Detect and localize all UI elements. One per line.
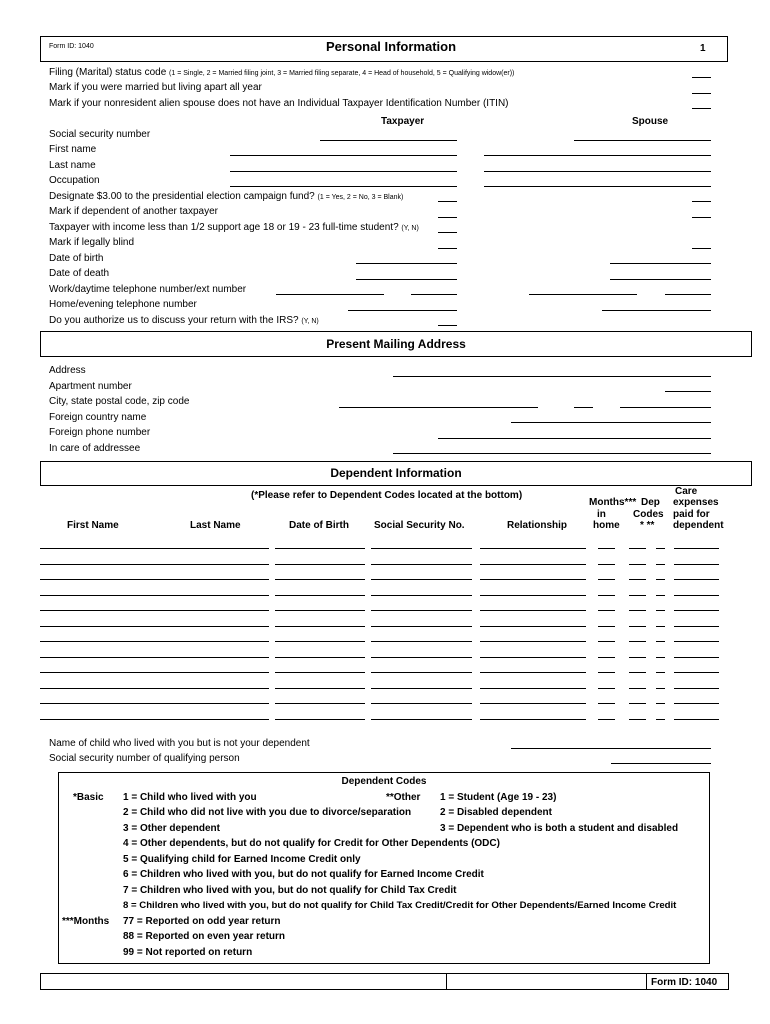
col-months-2: in [597,509,606,520]
dependent-ssn-field[interactable] [371,548,472,549]
dependent-ssn-field[interactable] [371,657,472,658]
dependent-first-name-field[interactable] [40,657,269,658]
dependent-care-expenses-field[interactable] [674,688,719,689]
taxpayer-blind-field[interactable] [438,248,457,249]
dependent-other-code-field[interactable] [656,641,665,642]
work-phone-label: Work/daytime telephone number/ext number [49,284,247,295]
dependent-dep-code-field[interactable] [629,548,646,549]
dependent-care-expenses-field[interactable] [674,641,719,642]
dependent-dep-code-field[interactable] [629,564,646,565]
dependent-last-name-field[interactable] [275,595,365,596]
dependent-dep-code-field[interactable] [629,595,646,596]
foreign-phone-label: Foreign phone number [49,427,151,438]
footer-divider-2 [646,973,647,990]
dependent-dep-code-field[interactable] [629,688,646,689]
col-dep-3: * ** [640,520,655,531]
dependent-care-expenses-field[interactable] [674,564,719,565]
footer-form-id: Form ID: 1040 [651,977,718,988]
taxpayer-home-phone-field[interactable] [348,310,457,311]
dependent-other-code-field[interactable] [656,548,665,549]
col-care-2: expenses [673,497,719,508]
codes-basic-4: 4 = Other dependents, but do not qualify for Credit for Other Dependents (ODC) [123,838,500,849]
dependent-care-expenses-field[interactable] [674,626,719,627]
dependent-first-name-field[interactable] [40,595,269,596]
taxpayer-work-phone-field[interactable] [276,294,384,295]
dependent-last-name-field[interactable] [275,657,365,658]
dependent-ssn-field[interactable] [371,579,472,580]
ssn-label: Social security number [49,129,151,140]
dependent-care-expenses-field[interactable] [674,703,719,704]
dependent-other-code-field[interactable] [656,579,665,580]
footer-box [40,973,729,990]
codes-other-1: 1 = Student (Age 19 - 23) [440,792,557,803]
page-title: Personal Information [326,39,457,54]
dependent-last-name-field[interactable] [275,641,365,642]
dependent-last-name-field[interactable] [275,579,365,580]
col-dep-1: Dep [641,497,660,508]
spouse-dod-field[interactable] [610,279,711,280]
dependent-relationship-field[interactable] [480,548,586,549]
qualifying-ssn-field[interactable] [611,763,711,764]
student-income-field[interactable] [438,232,457,233]
date-of-death-label: Date of death [49,268,110,279]
col-months-1: Months*** [589,497,637,508]
dependent-care-expenses-field[interactable] [674,610,719,611]
dependent-other-code-field[interactable] [656,595,665,596]
dependent-first-name-field[interactable] [40,672,269,673]
dependent-other-code-field[interactable] [656,657,665,658]
codes-months-88: 88 = Reported on even year return [123,931,286,942]
taxpayer-first-name-field[interactable] [230,155,457,156]
col-spouse: Spouse [632,116,669,127]
codes-other-label: **Other [386,792,421,803]
dependent-relationship-field[interactable] [480,595,586,596]
dependent-relationship-field[interactable] [480,719,586,720]
taxpayer-last-name-field[interactable] [230,171,457,172]
taxpayer-occupation-field[interactable] [230,186,457,187]
home-phone-label: Home/evening telephone number [49,299,197,310]
dependent-of-another-label: Mark if dependent of another taxpayer [49,206,218,217]
col-care-3: paid for [673,509,710,520]
dependent-other-code-field[interactable] [656,719,665,720]
qualifying-ssn-label: Social security number of qualifying person [49,753,240,764]
in-care-of-field[interactable] [393,453,711,454]
dependent-months-field[interactable] [598,657,615,658]
dependent-months-field[interactable] [598,595,615,596]
dependent-relationship-field[interactable] [480,610,586,611]
dependent-first-name-field[interactable] [40,641,269,642]
nonresident-spouse-label: Mark if your nonresident alien spouse does not have an Individual Taxpayer Identification Number (ITIN) [49,98,509,109]
codes-months-77: 77 = Reported on odd year return [123,916,281,927]
dependent-care-expenses-field[interactable] [674,579,719,580]
col-dob: Date of Birth [289,520,349,531]
dependent-months-field[interactable] [598,672,615,673]
dependent-ssn-field[interactable] [371,595,472,596]
dependent-relationship-field[interactable] [480,564,586,565]
dependent-last-name-field[interactable] [275,626,365,627]
col-care-4: dependent [673,520,724,531]
dependent-care-expenses-field[interactable] [674,548,719,549]
discuss-irs-hint: (Y, N) [301,318,319,325]
dependent-months-field[interactable] [598,719,615,720]
dependent-dep-code-field[interactable] [629,610,646,611]
col-ssn: Social Security No. [374,520,465,531]
filing-status-field[interactable] [692,77,711,78]
dependent-dep-code-field[interactable] [629,672,646,673]
city-field[interactable] [339,407,538,408]
dependent-dep-code-field[interactable] [629,703,646,704]
dependent-ssn-field[interactable] [371,688,472,689]
codes-title: Dependent Codes [341,776,427,787]
codes-other-2: 2 = Disabled dependent [440,807,552,818]
dependent-ssn-field[interactable] [371,672,472,673]
legally-blind-label: Mark if legally blind [49,237,135,248]
codes-basic-5: 5 = Qualifying child for Earned Income Credit only [123,854,361,865]
dependent-first-name-field[interactable] [40,719,269,720]
filing-status-hint: (1 = Single, 2 = Married filing joint, 3 = Married filing separate, 4 = Head of household, 5 = Qualifying widow(er)) [169,70,515,77]
dependent-last-name-field[interactable] [275,672,365,673]
state-field[interactable] [574,407,593,408]
spouse-dob-field[interactable] [610,263,711,264]
apartment-field[interactable] [665,391,711,392]
child-not-dependent-field[interactable] [511,748,711,749]
dependent-months-field[interactable] [598,703,615,704]
codes-other-3: 3 = Dependent who is both a student and disabled [440,823,679,834]
dependent-months-field[interactable] [598,564,615,565]
spouse-last-name-field[interactable] [484,171,711,172]
dependent-care-expenses-field[interactable] [674,719,719,720]
student-income-label: Taxpayer with income less than 1/2 support age 18 or 19 - 23 full-time student? (Y, N) [49,222,419,233]
dependent-relationship-field[interactable] [480,579,586,580]
dependent-months-field[interactable] [598,688,615,689]
child-not-dependent-label: Name of child who lived with you but is not your dependent [49,738,310,749]
dependent-ssn-field[interactable] [371,626,472,627]
col-dep-2: Codes [633,509,664,520]
spouse-work-phone-field[interactable] [529,294,637,295]
in-care-of-label: In care of addressee [49,443,141,454]
occupation-label: Occupation [49,175,100,186]
codes-months-99: 99 = Not reported on return [123,947,253,958]
dependent-months-field[interactable] [598,641,615,642]
last-name-label: Last name [49,160,96,171]
dependent-relationship-field[interactable] [480,672,586,673]
dependent-dep-code-field[interactable] [629,626,646,627]
dependent-last-name-field[interactable] [275,688,365,689]
codes-basic-2: 2 = Child who did not live with you due to divorce/separation [123,807,412,818]
campaign-fund-hint: (1 = Yes, 2 = No, 3 = Blank) [317,194,404,201]
married-apart-label: Mark if you were married but living apart all year [49,82,262,93]
spouse-dependent-field[interactable] [692,217,711,218]
dependent-relationship-field[interactable] [480,657,586,658]
dependent-relationship-field[interactable] [480,626,586,627]
spouse-first-name-field[interactable] [484,155,711,156]
dependent-last-name-field[interactable] [275,610,365,611]
dependent-first-name-field[interactable] [40,610,269,611]
dependent-care-expenses-field[interactable] [674,595,719,596]
dependent-first-name-field[interactable] [40,703,269,704]
spouse-work-ext-field[interactable] [665,294,711,295]
spouse-ssn-field[interactable] [574,140,711,141]
codes-basic-6: 6 = Children who lived with you, but do not qualify for Earned Income Credit [123,869,484,880]
campaign-fund-label: Designate $3.00 to the presidential election campaign fund? (1 = Yes, 2 = No, 3 = Blank) [49,191,404,202]
student-income-hint: (Y, N) [401,225,419,232]
dependent-relationship-field[interactable] [480,688,586,689]
first-name-label: First name [49,144,97,155]
dependent-months-field[interactable] [598,626,615,627]
discuss-irs-label: Do you authorize us to discuss your return with the IRS? (Y, N) [49,315,319,326]
taxpayer-campaign-field[interactable] [438,201,457,202]
mailing-title: Present Mailing Address [326,337,466,351]
footer-divider-1 [446,973,447,990]
apartment-label: Apartment number [49,381,132,392]
dependent-first-name-field[interactable] [40,579,269,580]
dependent-relationship-field[interactable] [480,641,586,642]
foreign-country-label: Foreign country name [49,412,147,423]
codes-basic-8: 8 = Children who lived with you, but do not qualify for Child Tax Credit/Credit for Other Dependents/Earned Income Credit [123,900,677,911]
dependent-other-code-field[interactable] [656,672,665,673]
dependent-ssn-field[interactable] [371,719,472,720]
codes-basic-1: 1 = Child who lived with you [123,792,257,803]
col-taxpayer: Taxpayer [381,116,425,127]
codes-months-label: ***Months [62,916,110,927]
dependent-dep-code-field[interactable] [629,657,646,658]
dependent-ssn-field[interactable] [371,703,472,704]
col-first-name: First Name [67,520,119,531]
date-of-birth-label: Date of birth [49,253,104,264]
col-months-3: home [593,520,620,531]
codes-basic-label: *Basic [73,792,104,803]
spouse-home-phone-field[interactable] [602,310,711,311]
taxpayer-ssn-field[interactable] [320,140,457,141]
dependent-ssn-field[interactable] [371,610,472,611]
form-id-label: Form ID: 1040 [49,43,94,50]
dependent-other-code-field[interactable] [656,626,665,627]
dependent-dep-code-field[interactable] [629,579,646,580]
dependent-note: (*Please refer to Dependent Codes located at the bottom) [251,490,523,501]
codes-basic-3: 3 = Other dependent [123,823,220,834]
city-state-zip-label: City, state postal code, zip code [49,396,190,407]
dependent-months-field[interactable] [598,579,615,580]
zip-field[interactable] [620,407,711,408]
dependent-last-name-field[interactable] [275,703,365,704]
dependent-first-name-field[interactable] [40,688,269,689]
taxpayer-dob-field[interactable] [356,263,457,264]
spouse-occupation-field[interactable] [484,186,711,187]
dependent-first-name-field[interactable] [40,564,269,565]
codes-basic-7: 7 = Children who lived with you, but do not qualify for Child Tax Credit [123,885,457,896]
dependent-ssn-field[interactable] [371,564,472,565]
dependent-other-code-field[interactable] [656,610,665,611]
dependent-last-name-field[interactable] [275,548,365,549]
dependent-title: Dependent Information [330,466,462,480]
col-care-1: Care [675,486,698,497]
address-field[interactable] [393,376,711,377]
col-last-name: Last Name [190,520,241,531]
address-label: Address [49,365,86,376]
married-apart-field[interactable] [692,93,711,94]
dependent-months-field[interactable] [598,610,615,611]
foreign-phone-field[interactable] [438,438,711,439]
foreign-country-field[interactable] [511,422,711,423]
spouse-blind-field[interactable] [692,248,711,249]
dependent-first-name-field[interactable] [40,548,269,549]
dependent-months-field[interactable] [598,548,615,549]
dependent-relationship-field[interactable] [480,703,586,704]
dependent-other-code-field[interactable] [656,564,665,565]
discuss-irs-field[interactable] [438,325,457,326]
spouse-campaign-field[interactable] [692,201,711,202]
filing-status-label: Filing (Marital) status code (1 = Single, 2 = Married filing joint, 3 = Married filing separate, 4 = Head of household, 5 = Qualifying widow(er)) [49,67,515,78]
nonresident-spouse-field[interactable] [692,108,711,109]
dependent-dep-code-field[interactable] [629,641,646,642]
dependent-first-name-field[interactable] [40,626,269,627]
page-number: 1 [700,43,706,54]
dependent-other-code-field[interactable] [656,703,665,704]
dependent-ssn-field[interactable] [371,641,472,642]
dependent-last-name-field[interactable] [275,564,365,565]
col-relationship: Relationship [507,520,568,531]
taxpayer-dependent-field[interactable] [438,217,457,218]
dependent-care-expenses-field[interactable] [674,657,719,658]
dependent-dep-code-field[interactable] [629,719,646,720]
dependent-last-name-field[interactable] [275,719,365,720]
taxpayer-work-ext-field[interactable] [411,294,457,295]
taxpayer-dod-field[interactable] [356,279,457,280]
dependent-other-code-field[interactable] [656,688,665,689]
dependent-care-expenses-field[interactable] [674,672,719,673]
